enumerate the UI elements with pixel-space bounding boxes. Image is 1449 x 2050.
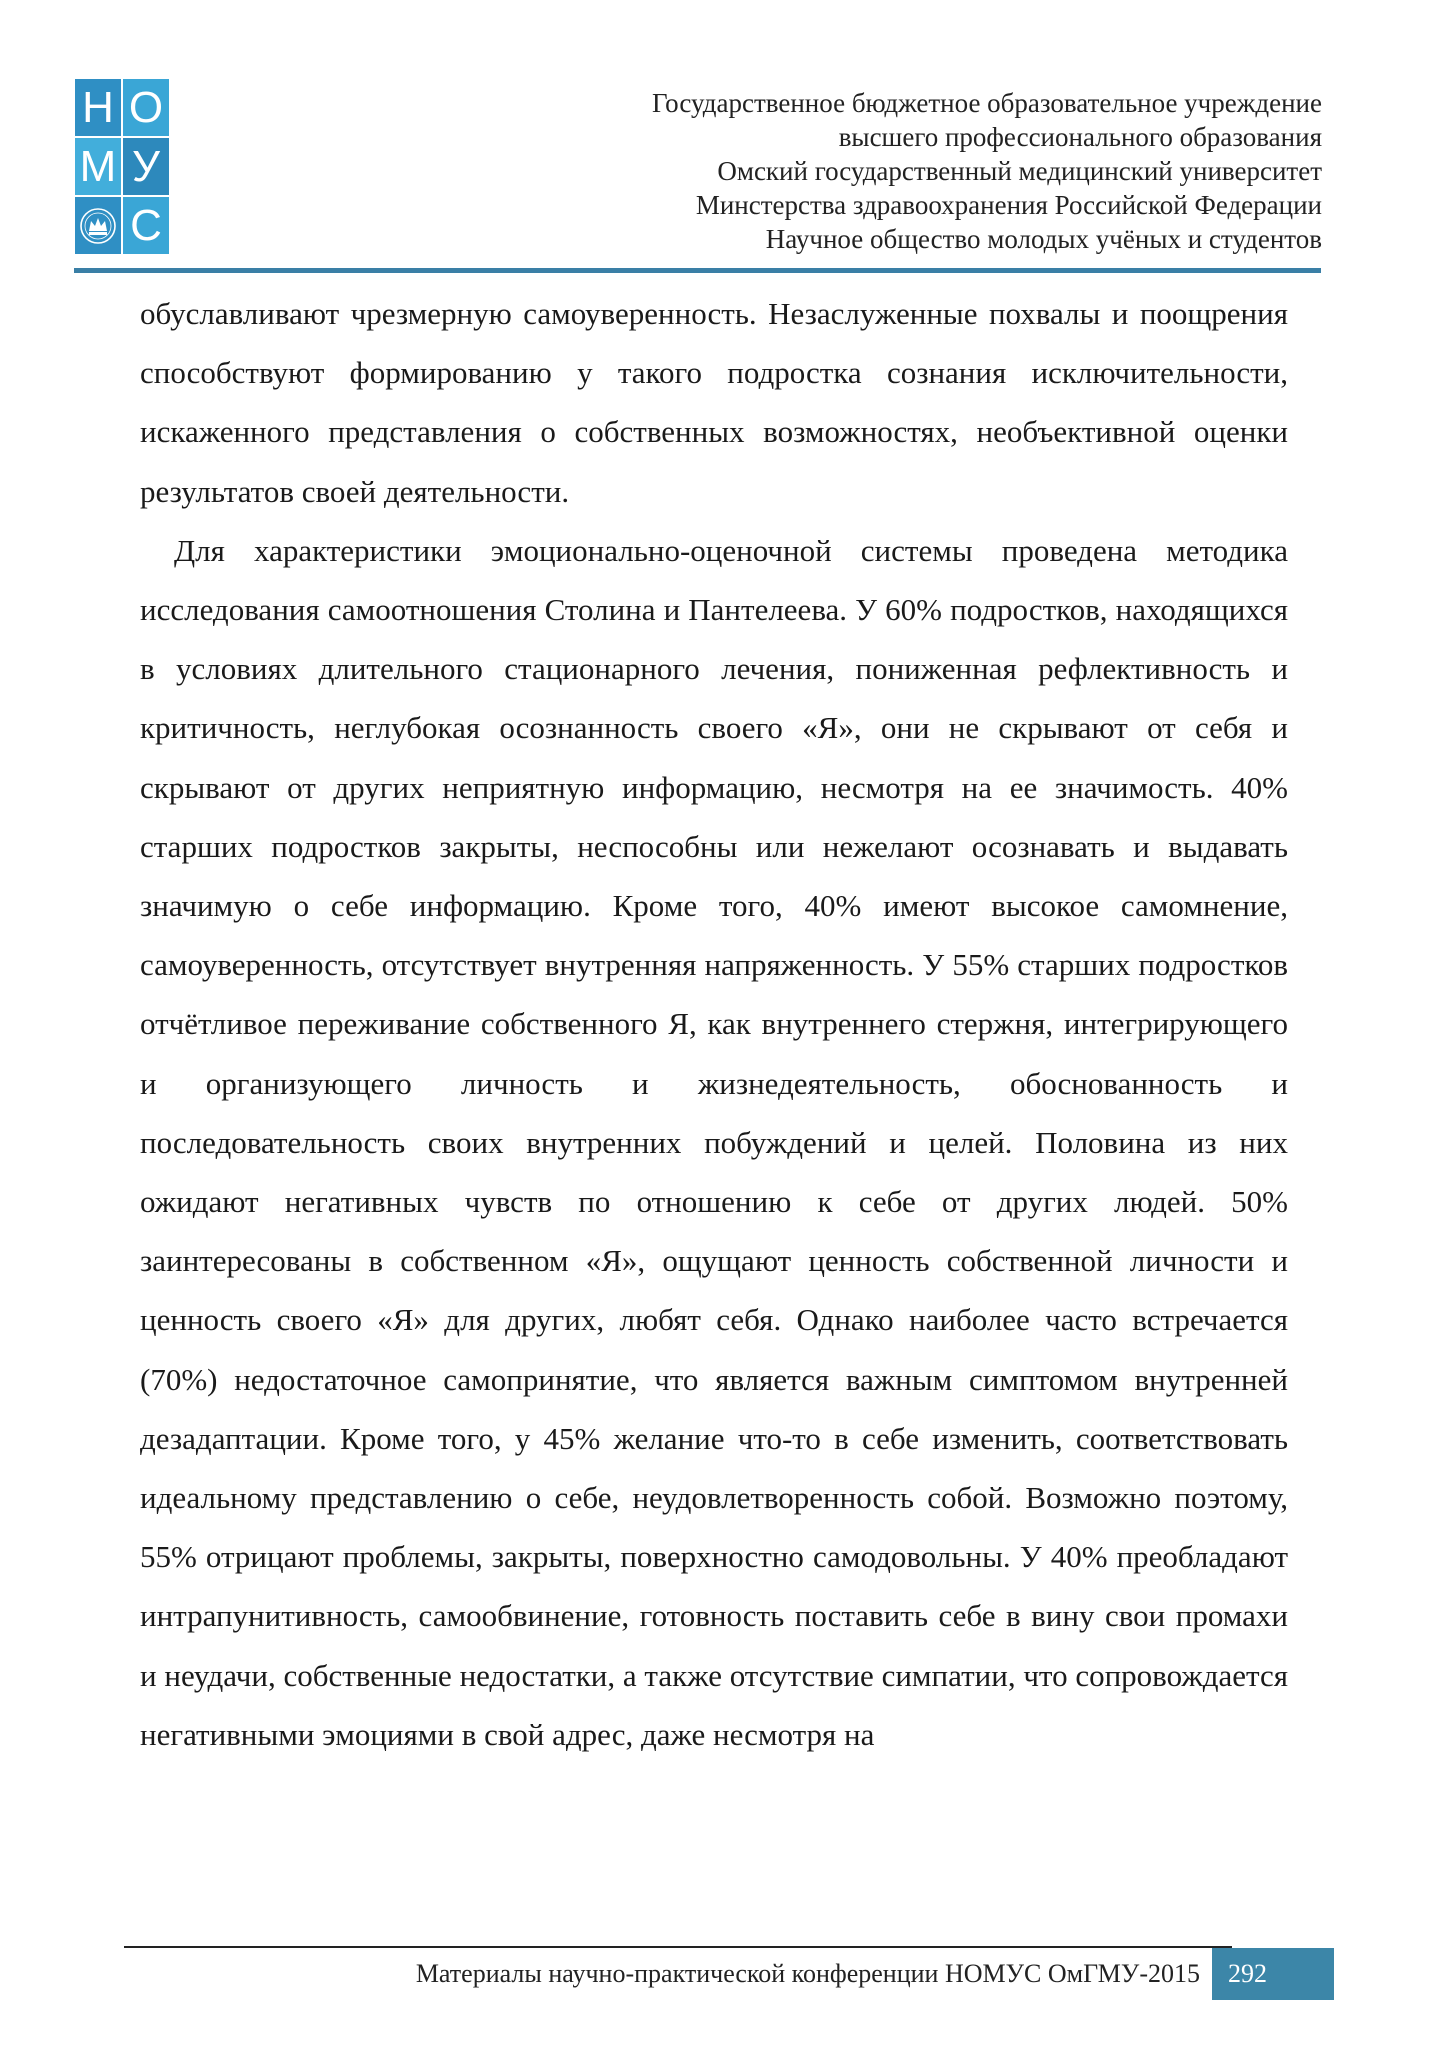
- header-line: Научное общество молодых учёных и студентов: [765, 224, 1322, 254]
- paragraph: обуславливают чрезмерную самоуверенность. Незаслуженные похвалы и поощрения способствуют формированию у такого подростка сознания исключительности, искаженного представления о собственных возможностях, необъективной оценки результатов своей деятельности.: [140, 296, 1288, 509]
- footer-conference-title: Материалы научно-практической конференции НОМУС ОмГМУ-2015: [415, 1959, 1200, 1988]
- header-line: Минстерства здравоохранения Российской Федерации: [695, 190, 1322, 220]
- page-number: 292: [1212, 1948, 1334, 2000]
- header-divider: [74, 268, 1321, 273]
- article-body: [140, 284, 1288, 1764]
- institution-header: [652, 86, 1322, 256]
- logo-letter-o: О: [122, 78, 170, 137]
- emblem-icon: [74, 196, 122, 255]
- logo-letter-s: С: [122, 196, 170, 255]
- header-line: Омский государственный медицинский университет: [717, 156, 1322, 186]
- logo-letter-n: Н: [74, 78, 122, 137]
- header-line: высшего профессионального образования: [838, 122, 1322, 152]
- logo-letter-m: М: [74, 137, 122, 196]
- nomus-logo: [74, 78, 170, 255]
- paragraph: Для характеристики эмоционально-оценочной системы проведена методика исследования самоотношения Столина и Пантелеева. У 60% подростков, находящихся в условиях длительного стационарного лечения, пониженная рефлективность и критичность, неглубокая осознанность своего «Я», они не скрывают от себя и скрывают от других неприятную информацию, несмотря на ее значимость. 40% старших подростков закрыты, неспособны или нежелают осознавать и выдавать значимую о себе информацию. Кроме того, 40% имеют высокое самомнение, самоуверенность, отсутствует внутренняя напряженность. У 55% старших подростков отчётливое переживание собственного Я, как внутреннего стержня, интегрирующего и организующего личность и жизнедеятельность, обоснованность и последовательность своих внутренних побуждений и целей. Половина из них ожидают негативных чувств по отношению к себе от других людей. 50% заинтересованы в собственном «Я», ощущают ценность собственной личности и ценность своего «Я» для других, любят себя. Однако наиболее часто встречается (70%) недостаточное самопринятие, что является важным симптомом внутренней дезадаптации. Кроме того, у 45% желание что-то в себе изменить, соответствовать идеальному представлению о себе, неудовлетворенность собой. Возможно поэтому, 55% отрицают проблемы, закрыты, поверхностно самодовольны. У 40% преобладают интрапунитивность, самообвинение, готовность поставить себе в вину свои промахи и неудачи, собственные недостатки, а также отсутствие симпатии, что сопровождается негативными эмоциями в свой адрес, даже несмотря на: [140, 532, 1288, 1752]
- crown-emblem-icon: [78, 206, 118, 246]
- logo-letter-u: У: [122, 137, 170, 196]
- header-line: Государственное бюджетное образовательное учреждение: [651, 88, 1322, 118]
